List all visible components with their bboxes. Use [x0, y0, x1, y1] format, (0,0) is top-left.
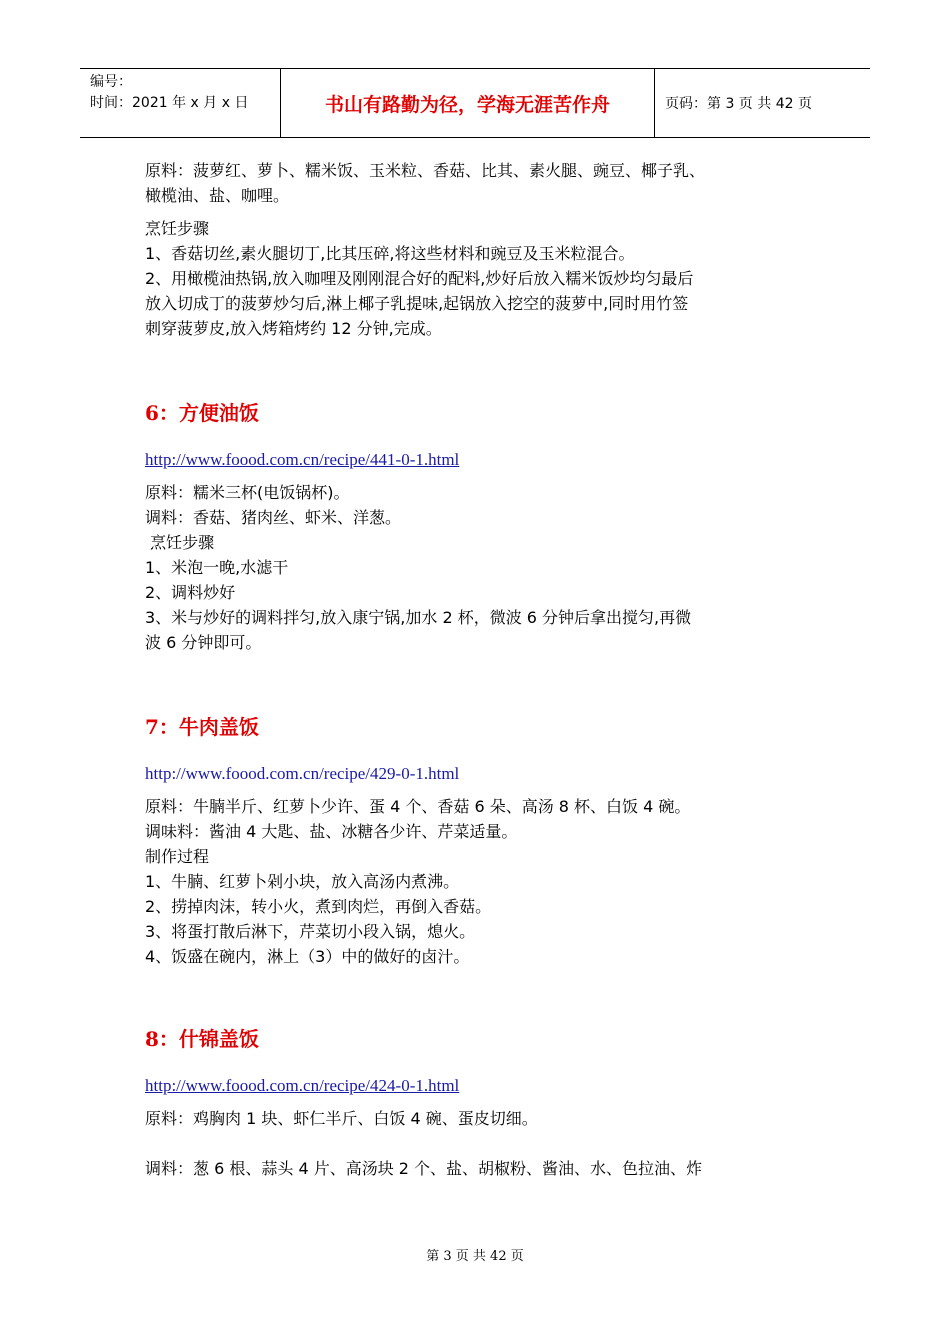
step-line: 3、米与炒好的调料拌匀,放入康宁锅,加水 2 杯，微波 6 分钟后拿出搅匀,再微 [145, 608, 692, 627]
steps-title: 制作过程 [145, 847, 210, 866]
recipe-link[interactable]: http://www.foood.com.cn/recipe/424-0-1.html [145, 1076, 460, 1095]
recipe-5-section [145, 158, 825, 341]
recipe-title: 6：方便油饭 [145, 401, 259, 425]
recipe-title: 7：牛肉盖饭 [145, 715, 259, 739]
step-line: 3、将蛋打散后淋下，芹菜切小段入锅，熄火。 [145, 922, 476, 941]
header-motto: 书山有路勤为径，学海无涯苦作舟 [281, 69, 655, 137]
step-line: 放入切成丁的菠萝炒匀后,淋上椰子乳提味,起锅放入挖空的菠萝中,同时用竹签 [145, 294, 689, 313]
recipe-8-section [145, 1025, 825, 1181]
ingredients-line: 原料：菠萝红、萝卜、糯米饭、玉米粒、香菇、比其、素火腿、豌豆、椰子乳、 [145, 161, 706, 180]
step-line: 2、用橄榄油热锅,放入咖哩及刚刚混合好的配料,炒好后放入糯米饭炒均匀最后 [145, 269, 694, 288]
recipe-7-section [145, 713, 825, 969]
seasoning-line: 调料：香菇、猪肉丝、虾米、洋葱。 [145, 508, 402, 527]
seasoning-line: 调料：葱 6 根、蒜头 4 片、高汤块 2 个、盐、胡椒粉、酱油、水、色拉油、炸 [145, 1159, 703, 1178]
page-header [80, 68, 870, 138]
recipe-title: 8：什锦盖饭 [145, 1027, 259, 1051]
document-body [145, 158, 825, 1181]
recipe-6-section [145, 399, 825, 655]
ingredients-line: 橄榄油、盐、咖哩。 [145, 186, 290, 205]
step-line: 1、米泡一晚,水滤干 [145, 558, 289, 577]
header-page-info: 页码：第 3 页 共 42 页 [665, 96, 812, 112]
step-line: 刺穿菠萝皮,放入烤箱烤约 12 分钟,完成。 [145, 319, 442, 338]
ingredients-line: 原料：牛腩半斤、红萝卜少许、蛋 4 个、香菇 6 朵、高汤 8 杯、白饭 4 碗。 [145, 797, 691, 816]
ingredients-line: 原料：糯米三杯(电饭锅杯)。 [145, 483, 350, 502]
steps-title: 烹饪步骤 [145, 219, 210, 238]
step-line: 1、香菇切丝,素火腿切丁,比其压碎,将这些材料和豌豆及玉米粒混合。 [145, 244, 635, 263]
step-line: 波 6 分钟即可。 [145, 633, 262, 652]
step-line: 1、牛腩、红萝卜剁小块，放入高汤内煮沸。 [145, 872, 460, 891]
header-meta [80, 69, 281, 137]
recipe-link[interactable]: http://www.foood.com.cn/recipe/441-0-1.html [145, 450, 460, 469]
time-label: 时间：2021 年 x 月 x 日 [90, 95, 249, 111]
number-label: 编号： [90, 74, 132, 90]
step-line: 2、调料炒好 [145, 583, 236, 602]
page-footer: 第 3 页 共 42 页 [426, 1249, 524, 1264]
ingredients-line: 原料：鸡胸肉 1 块、虾仁半斤、白饭 4 碗、蛋皮切细。 [145, 1109, 538, 1128]
steps-title: 烹饪步骤 [145, 533, 215, 552]
step-line: 4、饭盛在碗内，淋上（3）中的做好的卤汁。 [145, 947, 470, 966]
recipe-link[interactable]: http://www.foood.com.cn/recipe/429-0-1.html [145, 764, 460, 783]
seasoning-line: 调味料：酱油 4 大匙、盐、冰糖各少许、芹菜适量。 [145, 822, 518, 841]
step-line: 2、捞掉肉沫，转小火，煮到肉烂，再倒入香菇。 [145, 897, 492, 916]
